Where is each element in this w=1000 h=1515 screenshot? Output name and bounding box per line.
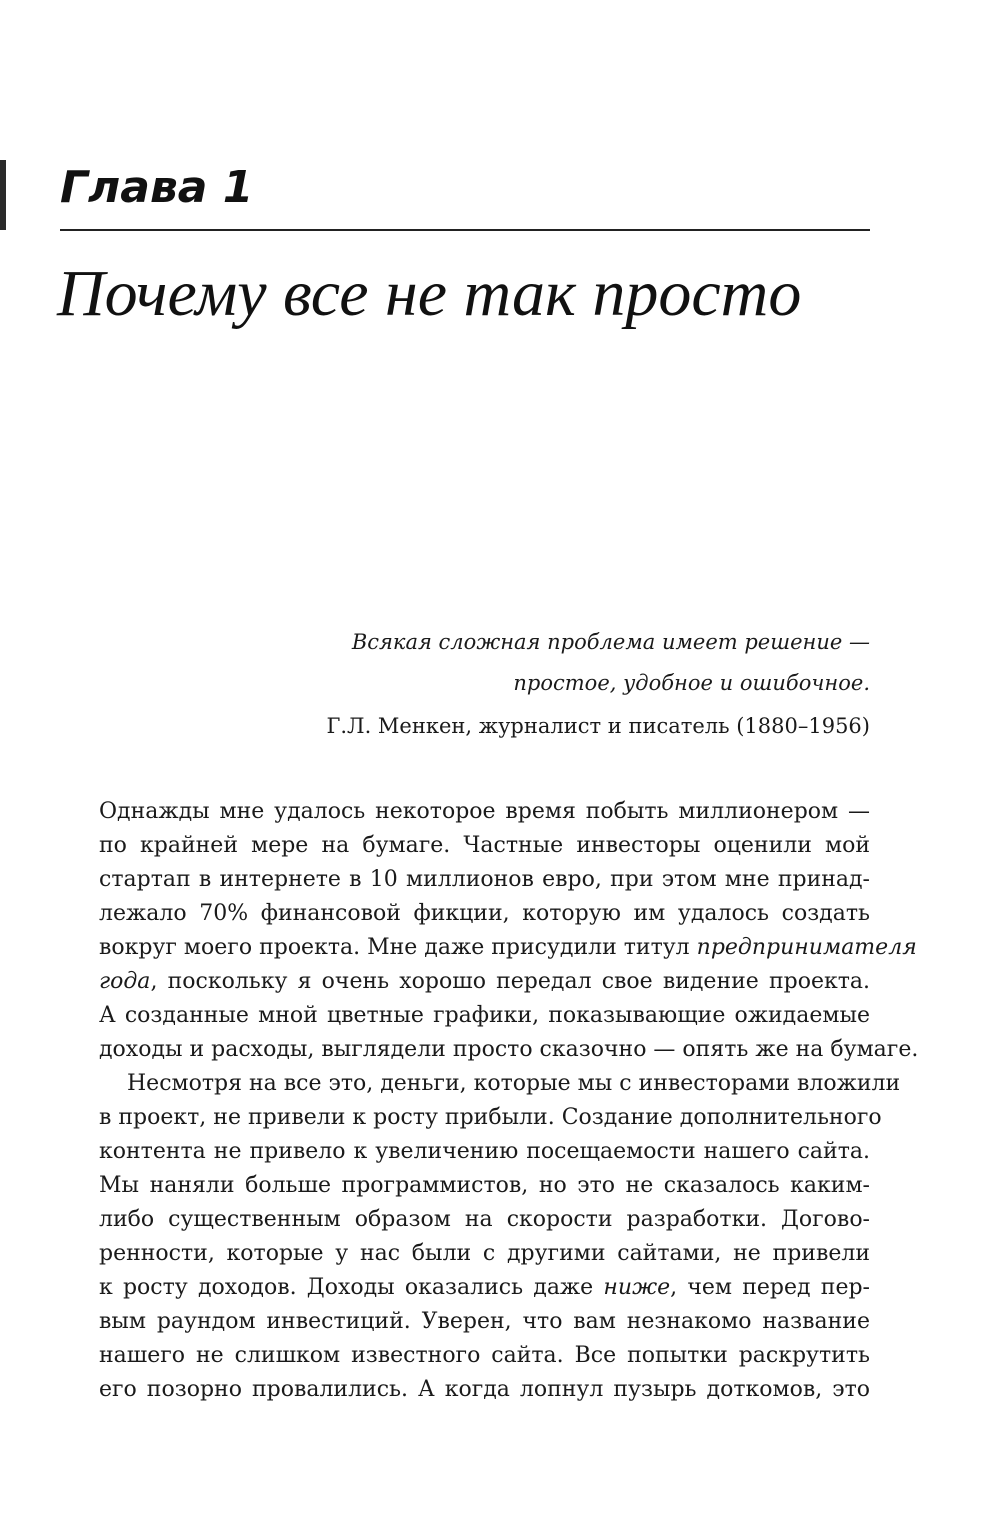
chapter-label: Глава 1 [60, 162, 254, 213]
chapter-title: Почему все не так просто [57, 257, 802, 330]
paragraph-1-line: Однажды мне удалось некоторое время побыть миллионером — [99, 799, 870, 824]
emphasis-text: ниже [603, 1275, 671, 1300]
chapter-divider [60, 229, 870, 231]
paragraph-1-line: доходы и расходы, выглядели просто сказочно — опять же на бумаге. [99, 1037, 919, 1062]
paragraph-2-line: либо существенным образом на скорости разработки. Догово- [99, 1207, 870, 1232]
epigraph-attribution: Г.Л. Менкен, журналист и писатель (1880–1956) [326, 714, 870, 738]
epigraph-quote-line-1: Всякая сложная проблема имеет решение — [351, 630, 870, 654]
paragraph-1-line: по крайней мере на бумаге. Частные инвесторы оценили мой [99, 833, 870, 858]
page-edge-mark [0, 160, 6, 230]
body-text [99, 795, 919, 1407]
text-run: вокруг моего проекта. Мне даже присудили титул [99, 935, 697, 960]
paragraph-2-line: контента не привело к увеличению посещаемости нашего сайта. [99, 1139, 870, 1164]
emphasis-text: года [99, 969, 151, 994]
paragraph-2-line: нашего не слишком известного сайта. Все попытки раскрутить [99, 1343, 870, 1368]
emphasis-text: предпринимателя [696, 935, 917, 960]
text-run: к росту доходов. Доходы оказались даже [99, 1275, 604, 1300]
paragraph-1-line [99, 965, 870, 999]
paragraph-2-line: Мы наняли больше программистов, но это не сказалось каким- [99, 1173, 870, 1198]
paragraph-1-line: А созданные мной цветные графики, показывающие ожидаемые [99, 1003, 870, 1028]
paragraph-2-line: его позорно провалились. А когда лопнул пузырь доткомов, это [99, 1377, 870, 1402]
text-run: , поскольку я очень хорошо передал свое видение проекта. [150, 969, 870, 994]
paragraph-2-line: вым раундом инвестиций. Уверен, что вам незнакомо название [99, 1309, 870, 1334]
epigraph-quote-line-2: простое, удобное и ошибочное. [513, 671, 870, 695]
paragraph-2-line: в проект, не привели к росту прибыли. Создание дополнительного [99, 1105, 882, 1130]
paragraph-2-line: Несмотря на все это, деньги, которые мы с инвесторами вложили [127, 1071, 901, 1096]
epigraph [200, 622, 870, 746]
paragraph-2-line [99, 1271, 870, 1305]
paragraph-2-line: ренности, которые у нас были с другими сайтами, не привели [99, 1241, 870, 1266]
text-run: , чем перед пер- [670, 1275, 870, 1300]
paragraph-1-line [99, 931, 917, 965]
paragraph-1-line: лежало 70% финансовой фикции, которую им удалось создать [99, 901, 870, 926]
paragraph-1-line: стартап в интернете в 10 миллионов евро, при этом мне принад- [99, 867, 870, 892]
